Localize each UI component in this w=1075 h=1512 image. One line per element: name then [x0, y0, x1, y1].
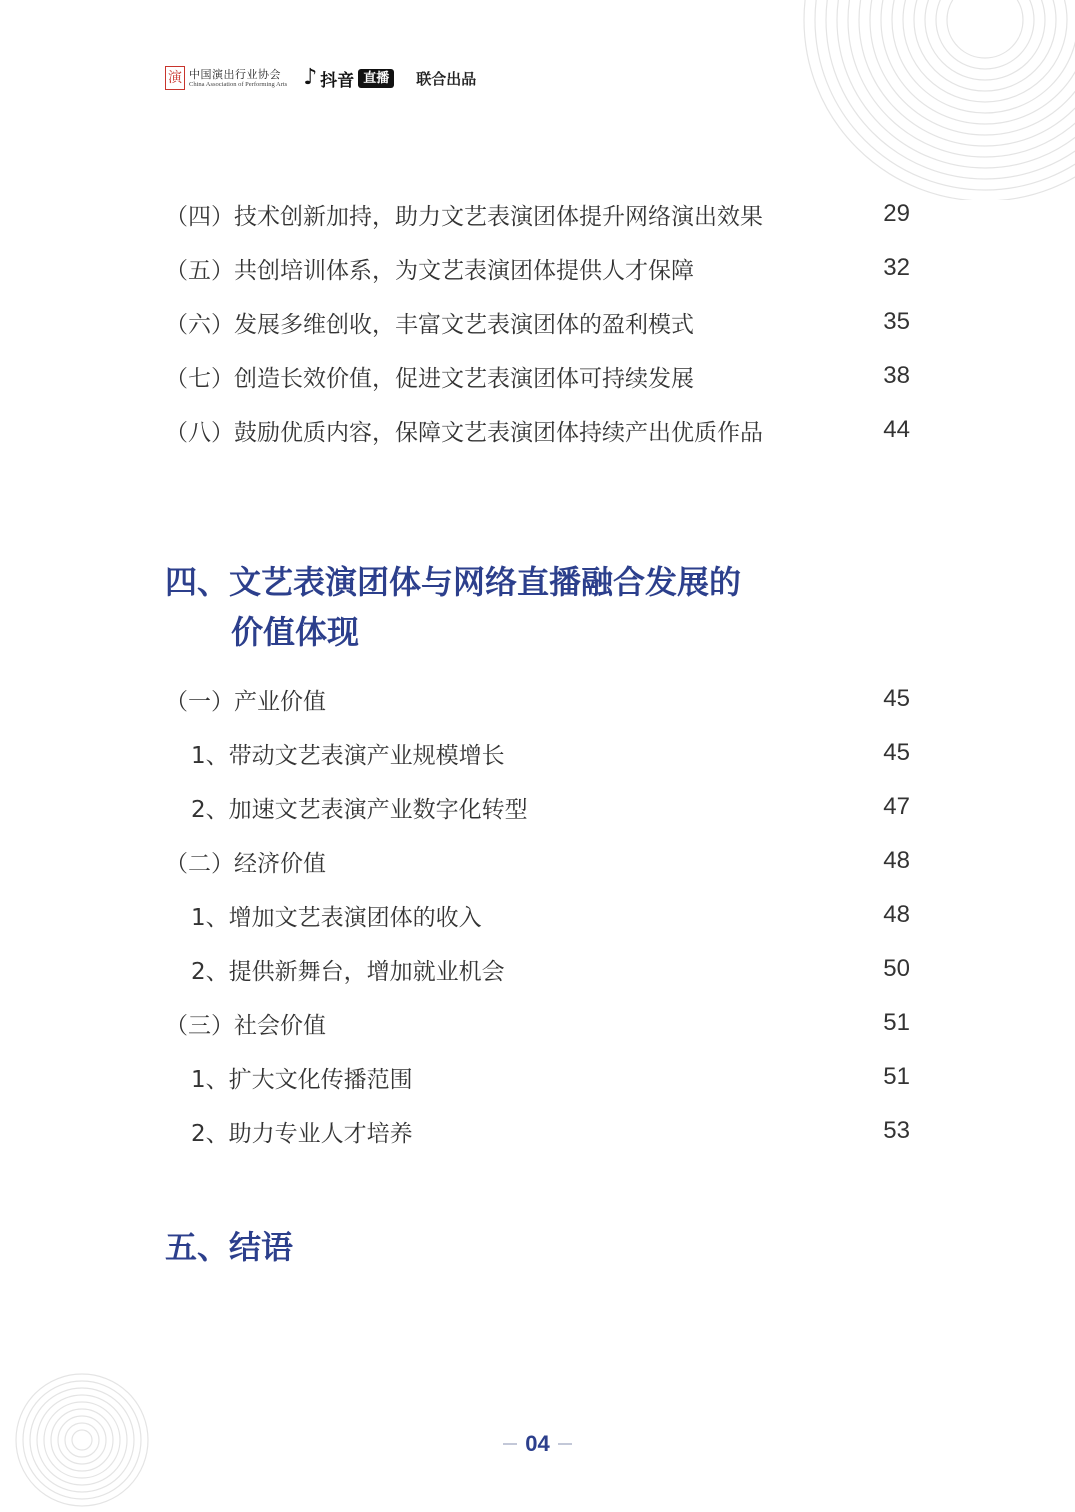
page-footer — [0, 1428, 1075, 1460]
toc-item-page: 45 — [883, 685, 910, 712]
toc-item-label: （六）发展多维创收，丰富文艺表演团体的盈利模式 — [165, 311, 694, 338]
toc-subitem[interactable] — [165, 735, 910, 771]
douyin-note-icon: ♪ — [303, 65, 318, 90]
section-heading-4[interactable] — [165, 557, 741, 657]
section-heading-5[interactable] — [165, 1222, 293, 1272]
toc-item-label: 2、加速文艺表演产业数字化转型 — [191, 796, 528, 823]
joint-production-label: 联合出品 — [416, 69, 477, 88]
toc-item-label: （八）鼓励优质内容，保障文艺表演团体持续产出优质作品 — [165, 419, 763, 446]
toc-item-page: 48 — [883, 847, 910, 874]
toc-item-page: 51 — [883, 1009, 910, 1036]
toc-item-page: 51 — [883, 1063, 910, 1090]
toc-item[interactable] — [165, 681, 910, 717]
toc-item-page: 35 — [883, 308, 910, 335]
toc-item[interactable] — [165, 412, 910, 448]
toc-item[interactable] — [165, 304, 910, 340]
page-header — [165, 62, 476, 94]
toc-item[interactable] — [165, 843, 910, 879]
toc-item-label: （一）产业价值 — [165, 688, 326, 715]
douyin-live-logo — [303, 66, 394, 91]
toc-item-label: 1、增加文艺表演团体的收入 — [191, 904, 482, 931]
toc-item-label: 2、助力专业人才培养 — [191, 1120, 413, 1147]
toc-subitem[interactable] — [165, 951, 910, 987]
toc-item-page: 50 — [883, 955, 910, 982]
toc-item-label: （五）共创培训体系，为文艺表演团体提供人才保障 — [165, 257, 694, 284]
toc-item[interactable] — [165, 358, 910, 394]
caopa-name-en: China Association of Performing Arts — [189, 80, 288, 88]
toc-item-label: （三）社会价值 — [165, 1012, 326, 1039]
toc-item-page: 48 — [883, 901, 910, 928]
toc-item-label: （七）创造长效价值，促进文艺表演团体可持续发展 — [165, 365, 694, 392]
toc-subitem[interactable] — [165, 1059, 910, 1095]
section-heading-line1: 四、文艺表演团体与网络直播融合发展的 — [165, 563, 742, 601]
footer-dash-right — [558, 1443, 572, 1445]
page-number: 04 — [525, 1431, 550, 1456]
douyin-live-badge: 直播 — [358, 69, 394, 88]
footer-dash-left — [503, 1443, 517, 1445]
toc-subitem[interactable] — [165, 789, 910, 825]
toc-item-label: 1、扩大文化传播范围 — [191, 1066, 413, 1093]
douyin-name: 抖音 — [320, 70, 355, 91]
toc-item-label: 2、提供新舞台，增加就业机会 — [191, 958, 505, 985]
caopa-logo — [165, 66, 287, 90]
toc-item[interactable] — [165, 250, 910, 286]
decorative-rings-top — [735, 0, 1075, 200]
toc-item-label: （四）技术创新加持，助力文艺表演团体提升网络演出效果 — [165, 203, 763, 230]
toc-item-page: 29 — [883, 200, 910, 227]
toc-item-label: （二）经济价值 — [165, 850, 326, 877]
toc-item-page: 38 — [883, 362, 910, 389]
toc-item[interactable] — [165, 196, 910, 232]
section-heading-title: 五、结语 — [165, 1228, 294, 1266]
toc-item-page: 53 — [883, 1117, 910, 1144]
toc-subitem[interactable] — [165, 897, 910, 933]
toc-item-page: 47 — [883, 793, 910, 820]
toc-item-page: 44 — [883, 416, 910, 443]
toc-item[interactable] — [165, 1005, 910, 1041]
toc-item-page: 45 — [883, 739, 910, 766]
toc-item-label: 1、带动文艺表演产业规模增长 — [191, 742, 505, 769]
caopa-name-cn: 中国演出行业协会 — [189, 67, 281, 81]
section-heading-line2: 价值体现 — [231, 613, 360, 651]
toc-subitem[interactable] — [165, 1113, 910, 1149]
toc-item-page: 32 — [883, 254, 910, 281]
caopa-seal-icon: 演 — [165, 66, 185, 90]
